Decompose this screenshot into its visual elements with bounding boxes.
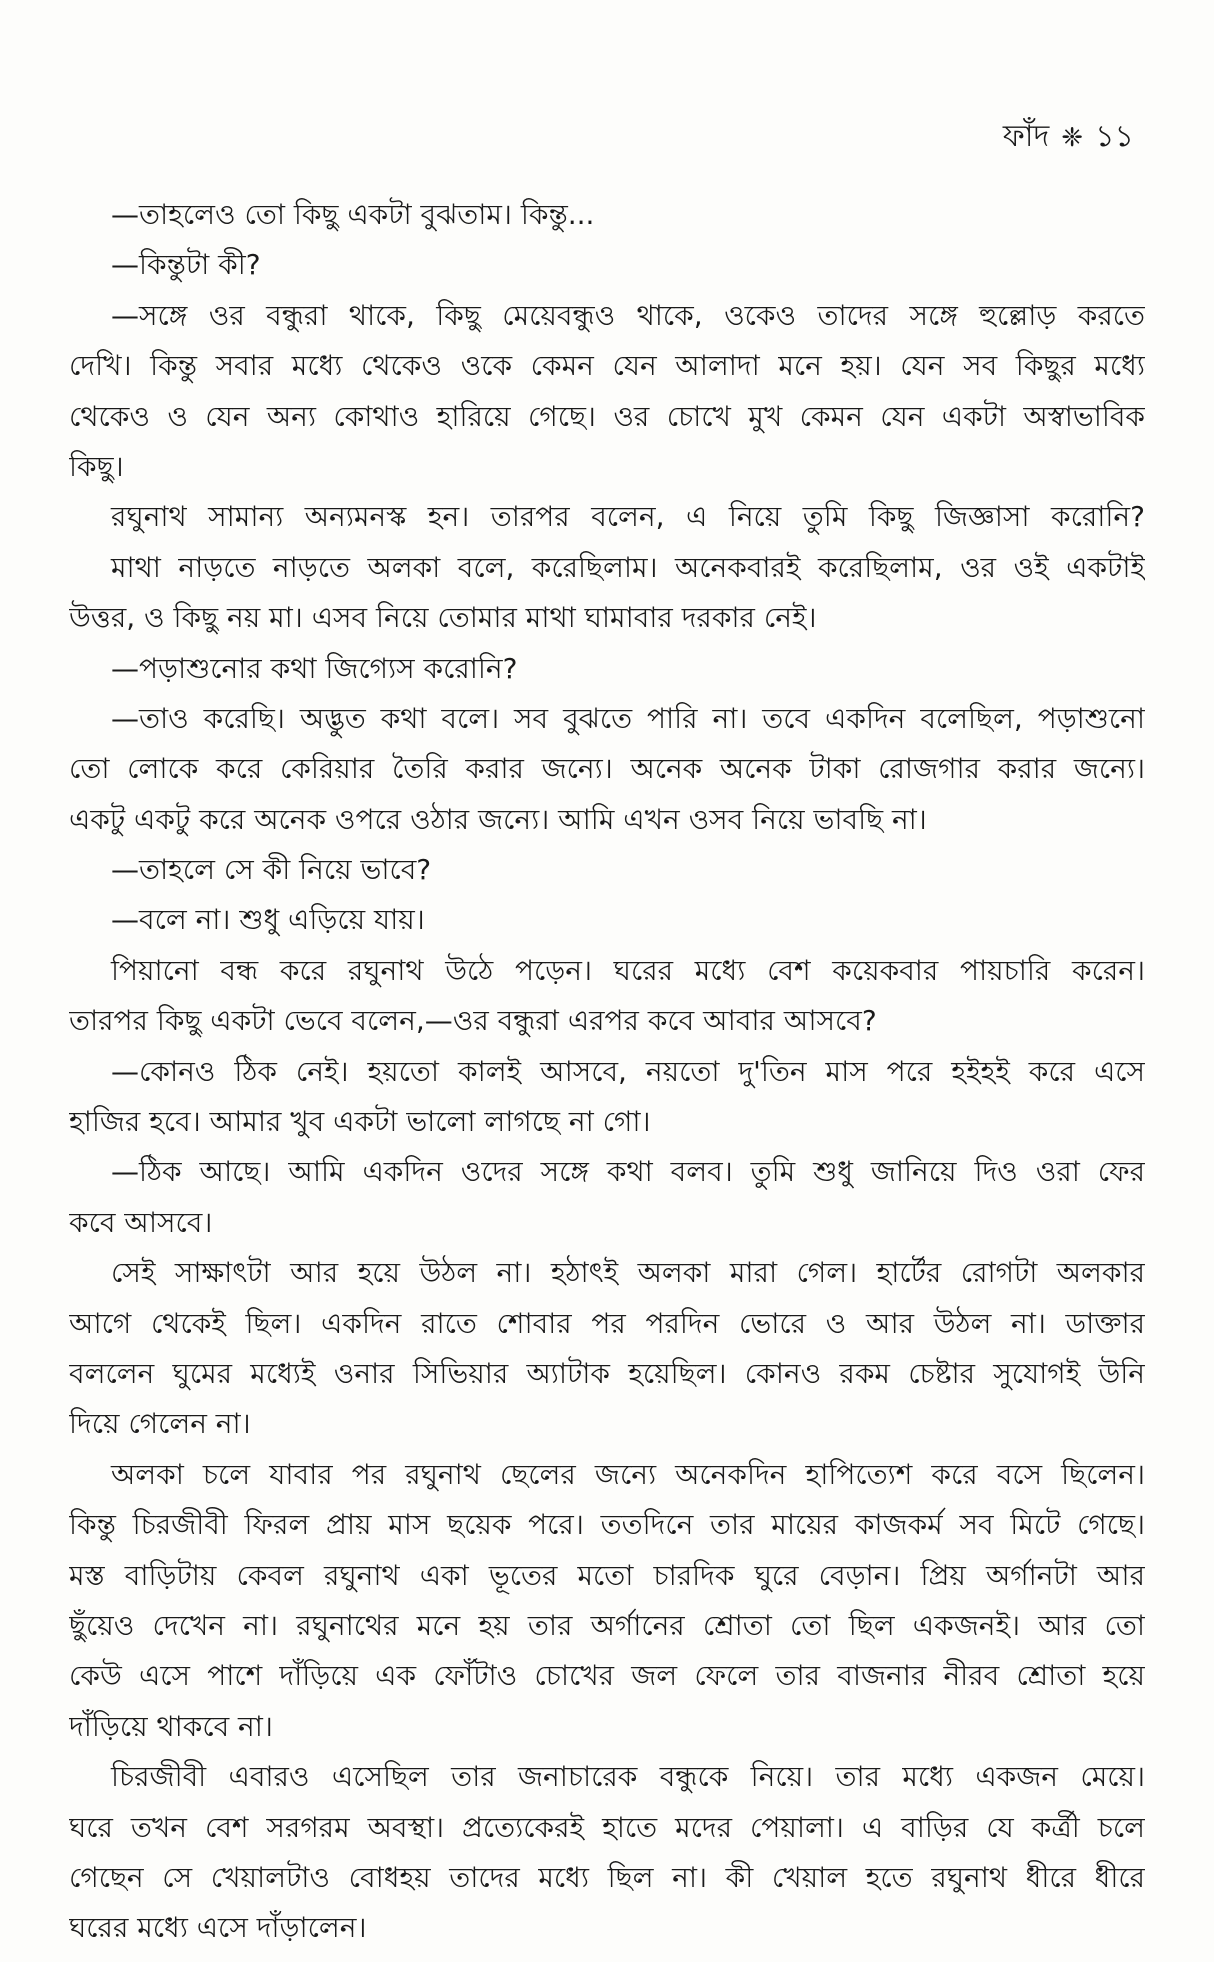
text-line: দেখি। কিন্তু সবার মধ্যে থেকেও ওকে কেমন যেন আলাদা মনে হয়। যেন সব কিছুর মধ্যে xyxy=(69,349,1145,383)
text-line: গেছেন সে খেয়ালটাও বোধহয় তাদের মধ্যে ছিল না। কী খেয়াল হতে রঘুনাথ ধীরে ধীরে xyxy=(69,1860,1145,1894)
text-line: উত্তর, ও কিছু নয় মা। এসব নিয়ে তোমার মাথা ঘামাবার দরকার নেই। xyxy=(69,601,817,635)
text-line: চিরজীবী এবারও এসেছিল তার জনাচারেক বন্ধুকে নিয়ে। তার মধ্যে একজন মেয়ে। xyxy=(111,1760,1145,1794)
text-line: কবে আসবে। xyxy=(69,1205,213,1239)
text-line: কেউ এসে পাশে দাঁড়িয়ে এক ফোঁটাও চোখের জল ফেলে তার বাজনার নীরব শ্রোতা হয়ে xyxy=(69,1659,1145,1693)
text-line: হাজির হবে। আমার খুব একটা ভালো লাগছে না গো। xyxy=(69,1105,651,1139)
body-text xyxy=(69,190,1145,1954)
text-line: দিয়ে গেলেন না। xyxy=(69,1407,251,1441)
text-line: —সঙ্গে ওর বন্ধুরা থাকে, কিছু মেয়েবন্ধুও থাকে, ওকেও তাদের সঙ্গে হুল্লোড় করতে xyxy=(111,298,1145,332)
chapter-title: ফাঁদ xyxy=(1002,119,1050,154)
text-line: রঘুনাথ সামান্য অন্যমনস্ক হন। তারপর বলেন, এ নিয়ে তুমি কিছু জিজ্ঞাসা করোনি? xyxy=(111,500,1145,534)
text-line: দাঁড়িয়ে থাকবে না। xyxy=(69,1709,273,1743)
text-line: পিয়ানো বন্ধ করে রঘুনাথ উঠে পড়েন। ঘরের মধ্যে বেশ কয়েকবার পায়চারি করেন। xyxy=(111,953,1145,987)
text-line: ঘরের মধ্যে এসে দাঁড়ালেন। xyxy=(69,1911,367,1945)
text-line: —কিন্তুটা কী? xyxy=(111,248,261,282)
text-line: কিছু। xyxy=(69,449,124,483)
text-line: ঘরে তখন বেশ সরগরম অবস্থা। প্রত্যেকেরই হাতে মদের পেয়ালা। এ বাড়ির যে কর্ত্রী চলে xyxy=(69,1810,1145,1844)
text-line: অলকা চলে যাবার পর রঘুনাথ ছেলের জন্যে অনেকদিন হাপিত্যেশ করে বসে ছিলেন। xyxy=(111,1457,1145,1491)
text-line: তারপর কিছু একটা ভেবে বলেন,—ওর বন্ধুরা এরপর কবে আবার আসবে? xyxy=(69,1004,877,1038)
flower-ornament-icon: ❈ xyxy=(1061,122,1084,153)
page-number: ১১ xyxy=(1095,119,1134,154)
text-line: কিন্তু চিরজীবী ফিরল প্রায় মাস ছয়েক পরে। ততদিনে তার মায়ের কাজকর্ম সব মিটে গেছে। xyxy=(69,1508,1145,1542)
text-line: —পড়াশুনোর কথা জিগ্যেস করোনি? xyxy=(111,651,518,685)
text-line: আগে থেকেই ছিল। একদিন রাতে শোবার পর পরদিন ভোরে ও আর উঠল না। ডাক্তার xyxy=(69,1306,1145,1340)
running-header xyxy=(1003,112,1134,163)
text-line: —ঠিক আছে। আমি একদিন ওদের সঙ্গে কথা বলব। তুমি শুধু জানিয়ে দিও ওরা ফের xyxy=(111,1155,1145,1189)
text-line: বললেন ঘুমের মধ্যেই ওনার সিভিয়ার অ্যাটাক হয়েছিল। কোনও রকম চেষ্টার সুযোগই উনি xyxy=(69,1356,1145,1390)
text-line: ছুঁয়েও দেখেন না। রঘুনাথের মনে হয় তার অর্গানের শ্রোতা তো ছিল একজনই। আর তো xyxy=(69,1608,1145,1642)
text-line: মস্ত বাড়িটায় কেবল রঘুনাথ একা ভূতের মতো চারদিক ঘুরে বেড়ান। প্রিয় অর্গানটা আর xyxy=(69,1558,1145,1592)
text-line: তো লোকে করে কেরিয়ার তৈরি করার জন্যে। অনেক অনেক টাকা রোজগার করার জন্যে। xyxy=(69,752,1145,786)
text-line: থেকেও ও যেন অন্য কোথাও হারিয়ে গেছে। ওর চোখে মুখ কেমন যেন একটা অস্বাভাবিক xyxy=(69,399,1145,433)
text-line: —তাহলে সে কী নিয়ে ভাবে? xyxy=(111,853,432,887)
text-line: —তাহলেও তো কিছু একটা বুঝতাম। কিন্তু... xyxy=(111,198,595,231)
text-line: একটু একটু করে অনেক ওপরে ওঠার জন্যে। আমি এখন ওসব নিয়ে ভাবছি না। xyxy=(69,802,927,836)
text-line: সেই সাক্ষাৎটা আর হয়ে উঠল না। হঠাৎই অলকা মারা গেল। হার্টের রোগটা অলকার xyxy=(111,1256,1145,1290)
text-line: —বলে না। শুধু এড়িয়ে যায়। xyxy=(111,903,425,937)
text-line: —কোনও ঠিক নেই। হয়তো কালই আসবে, নয়তো দু'তিন মাস পরে হইহই করে এসে xyxy=(111,1054,1145,1088)
text-line: —তাও করেছি। অদ্ভুত কথা বলে। সব বুঝতে পারি না। তবে একদিন বলেছিল, পড়াশুনো xyxy=(111,701,1145,735)
text-line: মাথা নাড়তে নাড়তে অলকা বলে, করেছিলাম। অনেকবারই করেছিলাম, ওর ওই একটাই xyxy=(111,550,1145,584)
